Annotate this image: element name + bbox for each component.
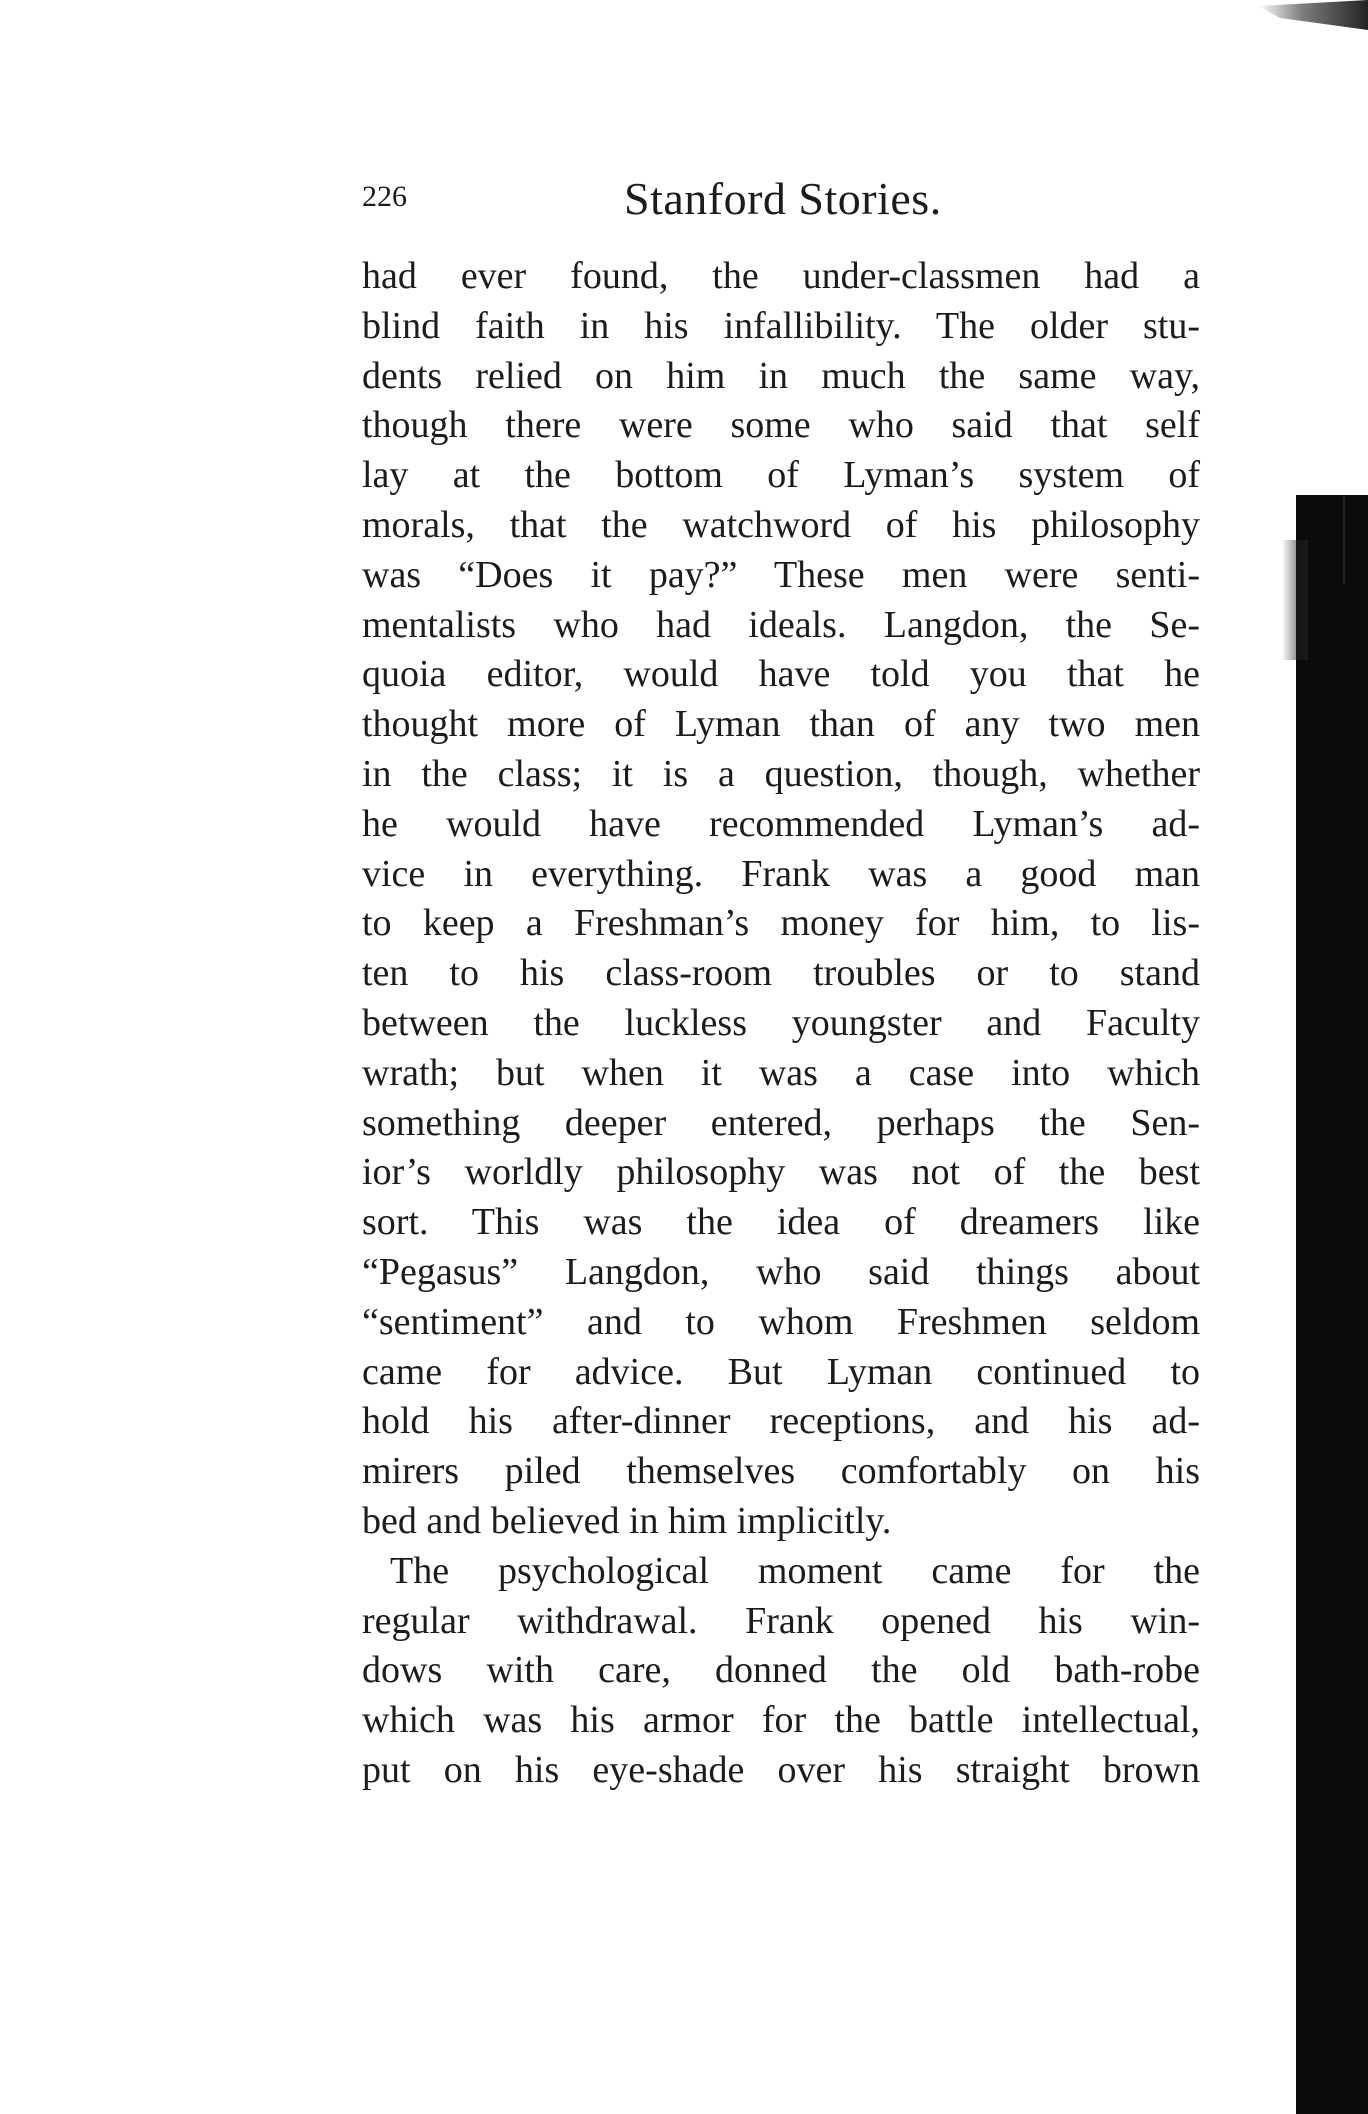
text-line: wrath; but when it was a case into which (362, 1051, 1200, 1094)
scan-edge-line (1343, 495, 1345, 585)
text-line: quoia editor, would have told you that he (362, 653, 1200, 696)
text-line: dents relied on him in much the same way, (362, 354, 1200, 397)
text-line: was “Does it pay?” These men were senti- (362, 553, 1200, 596)
text-line: in the class; it is a question, though, whether (362, 752, 1200, 795)
page-number: 226 (362, 180, 407, 213)
text-line: thought more of Lyman than of any two men (362, 703, 1200, 746)
text-line: “sentiment” and to whom Freshmen seldom (362, 1300, 1200, 1343)
scan-edge-fringe (1282, 540, 1308, 660)
text-line: ior’s worldly philosophy was not of the best (362, 1151, 1200, 1194)
text-line: between the luckless youngster and Faculty (362, 1001, 1200, 1044)
text-line: The psychological moment came for the (390, 1549, 1200, 1592)
text-line: came for advice. But Lyman continued to (362, 1350, 1200, 1393)
text-line: mirers piled themselves comfortably on his (362, 1450, 1200, 1493)
text-line: lay at the bottom of Lyman’s system of (362, 454, 1200, 497)
scan-edge-shadow (1296, 495, 1368, 2114)
text-line: blind faith in his infallibility. The older stu- (362, 304, 1200, 347)
text-line: “Pegasus” Langdon, who said things about (362, 1250, 1200, 1293)
text-line: he would have recommended Lyman’s ad- (362, 802, 1200, 845)
text-line: ten to his class-room troubles or to stand (362, 952, 1200, 995)
scan-artifact-corner (1258, 0, 1368, 30)
text-line: hold his after-dinner receptions, and his ad- (362, 1400, 1200, 1443)
text-line: put on his eye-shade over his straight brown (362, 1748, 1200, 1791)
running-head (362, 172, 1242, 232)
text-line: sort. This was the idea of dreamers like (362, 1201, 1200, 1244)
text-line: dows with care, donned the old bath-robe (362, 1649, 1200, 1692)
text-line: to keep a Freshman’s money for him, to lis- (362, 902, 1200, 945)
text-line: bed and believed in him implicitly. (362, 1499, 892, 1542)
text-line: mentalists who had ideals. Langdon, the Se- (362, 603, 1200, 646)
text-line: vice in everything. Frank was a good man (362, 852, 1200, 895)
body-text (362, 252, 1200, 1796)
text-line: had ever found, the under-classmen had a (362, 255, 1200, 297)
text-line: regular withdrawal. Frank opened his win- (362, 1599, 1200, 1642)
text-line: though there were some who said that self (362, 404, 1200, 447)
text-line: which was his armor for the battle intellectual, (362, 1699, 1200, 1742)
running-title: Stanford Stories. (624, 173, 942, 224)
text-line: something deeper entered, perhaps the Sen- (362, 1101, 1200, 1144)
text-line: morals, that the watchword of his philosophy (362, 503, 1200, 546)
